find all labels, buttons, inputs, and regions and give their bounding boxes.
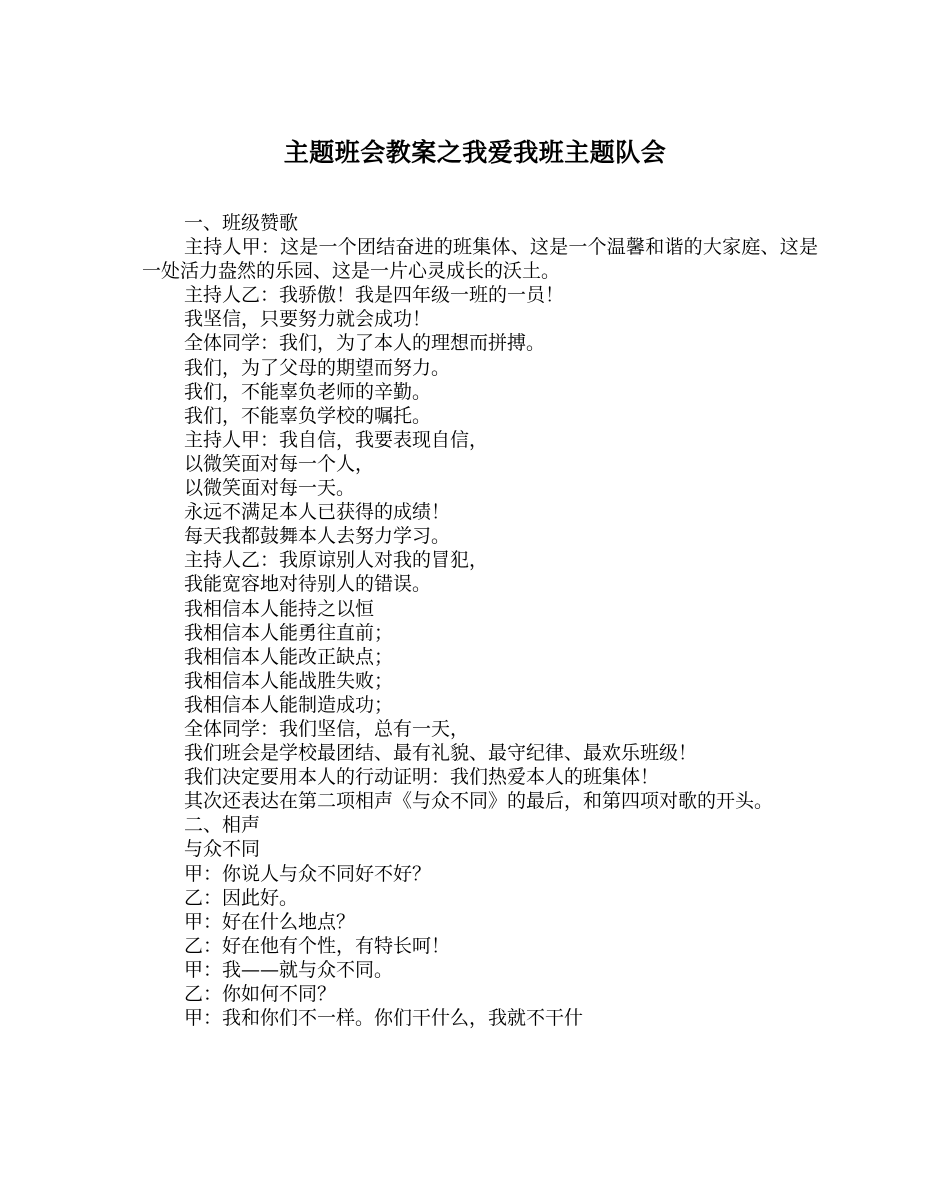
document-body	[142, 211, 818, 1030]
paragraph: 我相信本人能制造成功；	[184, 693, 394, 716]
dialogue-line: 甲：好在什么地点？	[184, 910, 356, 933]
paragraph: 全体同学：我们，为了本人的理想而拼搏。	[184, 332, 546, 355]
paragraph: 我相信本人能持之以恒	[184, 597, 375, 620]
paragraph: 每天我都鼓舞本人去努力学习。	[184, 525, 451, 548]
dialogue-line: 甲：你说人与众不同好不好？	[184, 862, 432, 885]
paragraph: 我们，为了父母的期望而努力。	[184, 356, 451, 379]
paragraph: 以微笑面对每一天。	[184, 477, 356, 500]
dialogue-line: 甲：我——就与众不同。	[184, 958, 394, 981]
document-title: 主题班会教案之我爱我班主题队会	[283, 138, 667, 167]
paragraph: 我们决定要用本人的行动证明：我们热爱本人的班集体！	[184, 766, 660, 789]
dialogue-line: 乙：因此好。	[184, 886, 299, 909]
dialogue-line: 乙：好在他有个性，有特长呵！	[184, 934, 451, 957]
paragraph: 我相信本人能勇往直前；	[184, 621, 394, 644]
paragraph: 主持人乙：我骄傲！我是四年级一班的一员！	[184, 284, 565, 307]
section-heading-crosstalk: 二、相声	[184, 814, 261, 837]
paragraph: 主持人乙：我原谅别人对我的冒犯，	[184, 549, 489, 572]
paragraph: 我们，不能辜负老师的辛勤。	[184, 380, 432, 403]
paragraph: 主持人甲：我自信，我要表现自信，	[184, 428, 489, 451]
paragraph: 我相信本人能改正缺点；	[184, 645, 394, 668]
paragraph: 主持人甲：这是一个团结奋进的班集体、这是一个温馨和谐的大家庭、这是一处活力盎然的乐园、这是一片心灵成长的沃土。	[142, 236, 818, 283]
dialogue-line: 甲：我和你们不一样。你们干什么，我就不干什	[184, 1007, 584, 1030]
paragraph: 其次还表达在第二项相声《与众不同》的最后，和第四项对歌的开头。	[184, 790, 774, 813]
paragraph: 永远不满足本人已获得的成绩！	[184, 501, 451, 524]
paragraph: 全体同学：我们坚信，总有一天，	[184, 717, 470, 740]
dialogue-line: 乙：你如何不同？	[184, 983, 337, 1005]
paragraph: 我们，不能辜负学校的嘱托。	[184, 404, 432, 427]
section-heading-class-anthem: 一、班级赞歌	[184, 212, 299, 234]
paragraph: 我们班会是学校最团结、最有礼貌、最守纪律、最欢乐班级！	[184, 742, 698, 765]
paragraph: 我相信本人能战胜失败；	[184, 669, 394, 692]
paragraph: 我能宽容地对待别人的错误。	[184, 573, 432, 596]
paragraph: 以微笑面对每一个人，	[184, 452, 375, 475]
crosstalk-title: 与众不同	[184, 838, 261, 861]
paragraph: 我坚信，只要努力就会成功！	[184, 308, 432, 331]
